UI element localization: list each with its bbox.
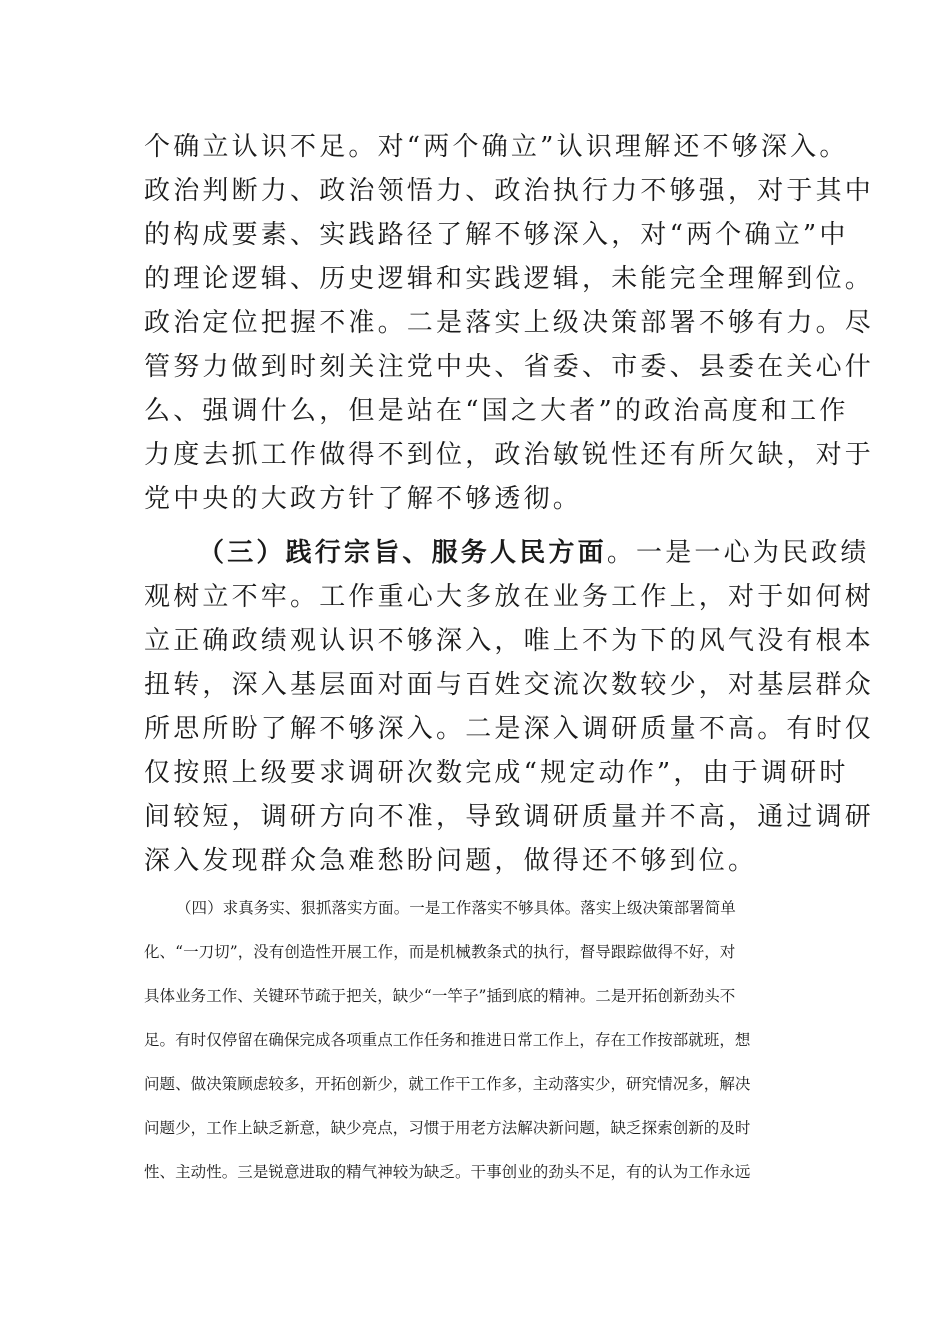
small-text-line: 具体业务工作、关键环节疏于把关，缺少“一竿子”插到底的精神。二是开拓创新劲头不: [144, 987, 736, 1005]
body-text-line: 政治判断力、政治领悟力、政治执行力不够强，对于其中: [144, 176, 875, 206]
body-text-line: 政治定位把握不准。二是落实上级决策部署不够有力。尽: [144, 308, 875, 338]
small-text-line: 问题少，工作上缺乏新意，缺少亮点，习惯于用老方法解决新问题，缺乏探索创新的及时: [144, 1119, 751, 1137]
section-four-first-line: （四）求真务实、狠抓落实方面。一是工作落实不够具体。落实上级决策部署简单: [176, 899, 736, 917]
body-text-line: 管努力做到时刻关注党中央、省委、市委、县委在关心什: [144, 352, 875, 382]
body-text-line: 仅按照上级要求调研次数完成“规定动作”，由于调研时: [144, 758, 849, 788]
body-text-line: 间较短，调研方向不准，导致调研质量并不高，通过调研: [144, 802, 875, 832]
body-text-line: 的理论逻辑、历史逻辑和实践逻辑，未能完全理解到位。: [144, 264, 875, 294]
section-heading-continuation: 。一是一心为民政绩: [606, 538, 870, 568]
body-text-line: 党中央的大政方针了解不够透彻。: [144, 484, 583, 514]
small-text-line: 性、主动性。三是锐意进取的精气神较为缺乏。干事创业的劲头不足，有的认为工作永远: [144, 1163, 751, 1181]
section-heading: （三）践行宗旨、服务人民方面: [198, 538, 607, 568]
small-text-line: 问题、做决策顾虑较多，开拓创新少，就工作干工作多，主动落实少，研究情况多，解决: [144, 1075, 751, 1093]
body-text-line: 力度去抓工作做得不到位，政治敏锐性还有所欠缺，对于: [144, 440, 875, 470]
body-text-line: 立正确政绩观认识不够深入，唯上不为下的风气没有根本: [144, 626, 875, 656]
body-text-line: 所思所盼了解不够深入。二是深入调研质量不高。有时仅: [144, 714, 875, 744]
body-text-line: 个确立认识不足。对“两个确立”认识理解还不够深入。: [144, 132, 849, 162]
small-text-line: 化、“一刀切”，没有创造性开展工作，而是机械教条式的执行，督导跟踪做得不好，对: [144, 943, 736, 961]
body-text-line: 么、强调什么，但是站在“国之大者”的政治高度和工作: [144, 396, 849, 426]
body-text-line: 扭转，深入基层面对面与百姓交流次数较少，对基层群众: [144, 670, 875, 700]
body-text-line: 深入发现群众急难愁盼问题，做得还不够到位。: [144, 846, 758, 876]
small-text-line: 足。有时仅停留在确保完成各项重点工作任务和推进日常工作上，存在工作按部就班，想: [144, 1031, 751, 1049]
section-heading-line: [198, 535, 870, 571]
body-text-line: 观树立不牢。工作重心大多放在业务工作上，对于如何树: [144, 582, 875, 612]
body-text-line: 的构成要素、实践路径了解不够深入，对“两个确立”中: [144, 220, 849, 250]
